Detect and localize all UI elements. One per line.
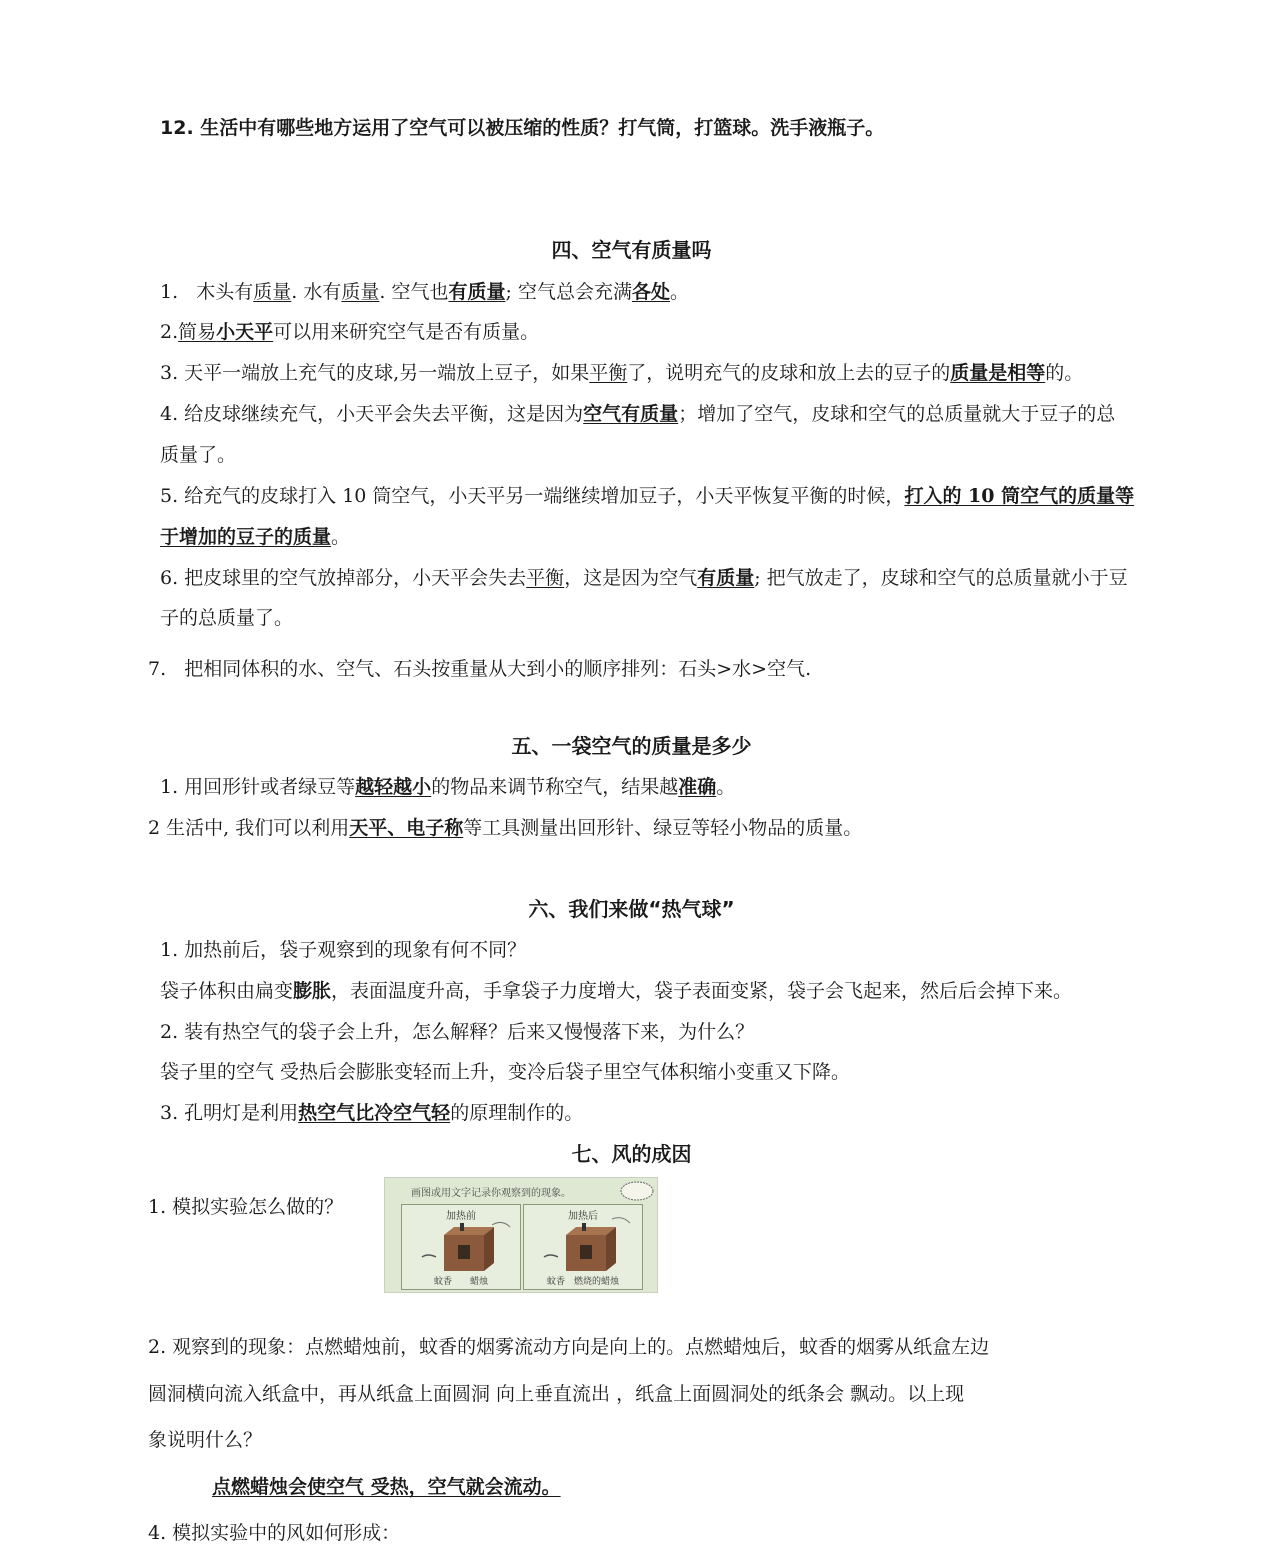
sec4-item-4: 4. 给皮球继续充气，小天平会失去平衡，这是因为空气有质量；增加了空气，皮球和空气的总质量就大于豆子的总	[160, 403, 1116, 425]
sec4-item-2: 2.简易小天平可以用来研究空气是否有质量。	[160, 321, 540, 343]
sec6-question-2: 2. 装有热空气的袋子会上升，怎么解释？后来又慢慢落下来，为什么？	[160, 1021, 755, 1043]
sec6-question-1: 1. 加热前后，袋子观察到的现象有何不同？	[160, 939, 527, 961]
section-7-title: 七、风的成因	[571, 1142, 692, 1166]
sec6-question-3: 3. 孔明灯是利用热空气比冷空气轻的原理制作的。	[160, 1102, 584, 1124]
figure-caption: 画图或用文字记录你观察到的现象。	[411, 1188, 571, 1199]
sec7-observation-line-3: 象说明什么？	[148, 1429, 263, 1451]
sec4-item-4-cont: 质量了。	[160, 444, 237, 466]
sec4-item-6-cont: 子的总质量了。	[160, 607, 294, 629]
sec7-question-1: 1. 模拟实验怎么做的？	[148, 1196, 344, 1218]
sec7-observation-line-2: 圆洞横向流入纸盒中，再从纸盒上面圆洞 向上垂直流出 ，纸盒上面圆洞处的纸条会 飘动。以上现	[148, 1383, 965, 1405]
sec7-question-4: 4. 模拟实验中的风如何形成：	[148, 1522, 401, 1544]
question-12: 12. 生活中有哪些地方运用了空气可以被压缩的性质？打气筒，打篮球。洗手液瓶子。	[160, 117, 885, 139]
item-number: 1.	[160, 281, 179, 303]
panel-before-label: 蚊香 蜡烛	[433, 1277, 488, 1287]
speech-bubble-icon	[619, 1180, 655, 1202]
panel-after-title: 加热后	[568, 1211, 598, 1222]
sec4-item-5: 5. 给充气的皮球打入 10 筒空气，小天平另一端继续增加豆子，小天平恢复平衡的时候，打入的 10 筒空气的质量等	[160, 485, 1135, 507]
sec4-item-7: 7. 把相同体积的水、空气、石头按重量从大到小的顺序排列：石头>水>空气.	[148, 658, 812, 680]
sec6-answer-1: 袋子体积由扁变膨胀，表面温度升高，手拿袋子力度增大，袋子表面变紧，袋子会飞起来，然后后会掉下来。	[160, 980, 1073, 1002]
sec5-item-2: 2 生活中, 我们可以利用天平、电子称等工具测量出回形针、绿豆等轻小物品的质量。	[148, 817, 863, 839]
panel-before-title: 加热前	[446, 1211, 476, 1222]
section-4-title: 四、空气有质量吗	[551, 238, 712, 262]
sec4-item-5-cont: 于增加的豆子的质量。	[160, 526, 351, 548]
sec7-answer: 点燃蜡烛会使空气 受热，空气就会流动。	[212, 1476, 561, 1498]
panel-after-label: 蚊香 燃烧的蜡烛	[546, 1277, 619, 1287]
sec4-item-3: 3. 天平一端放上充气的皮球,另一端放上豆子，如果平衡了，说明充气的皮球和放上去的豆子的质量是相等的。	[160, 362, 1084, 384]
sec5-item-1: 1. 用回形针或者绿豆等越轻越小的物品来调节称空气，结果越准确。	[160, 776, 736, 798]
panel-before-heating	[401, 1204, 521, 1290]
section-6-title: 六、我们来做“热气球”	[528, 897, 735, 921]
panel-after-heating	[523, 1204, 643, 1290]
sec6-answer-2: 袋子里的空气 受热后会膨胀变轻而上升，变冷后袋子里空气体积缩小变重又下降。	[160, 1061, 851, 1083]
sec7-observation-line-1: 2. 观察到的现象：点燃蜡烛前，蚊香的烟雾流动方向是向上的。点燃蜡烛后，蚊香的烟雾从纸盒左边	[148, 1336, 990, 1358]
sec4-item-6: 6. 把皮球里的空气放掉部分，小天平会失去平衡，这是因为空气有质量; 把气放走了，皮球和空气的总质量就小于豆	[160, 567, 1128, 589]
sec4-item-1: 1. 木头有质量. 水有质量. 空气也有质量; 空气总会充满各处。	[160, 281, 689, 303]
experiment-figure	[384, 1177, 658, 1293]
section-5-title: 五、一袋空气的质量是多少	[511, 734, 752, 758]
